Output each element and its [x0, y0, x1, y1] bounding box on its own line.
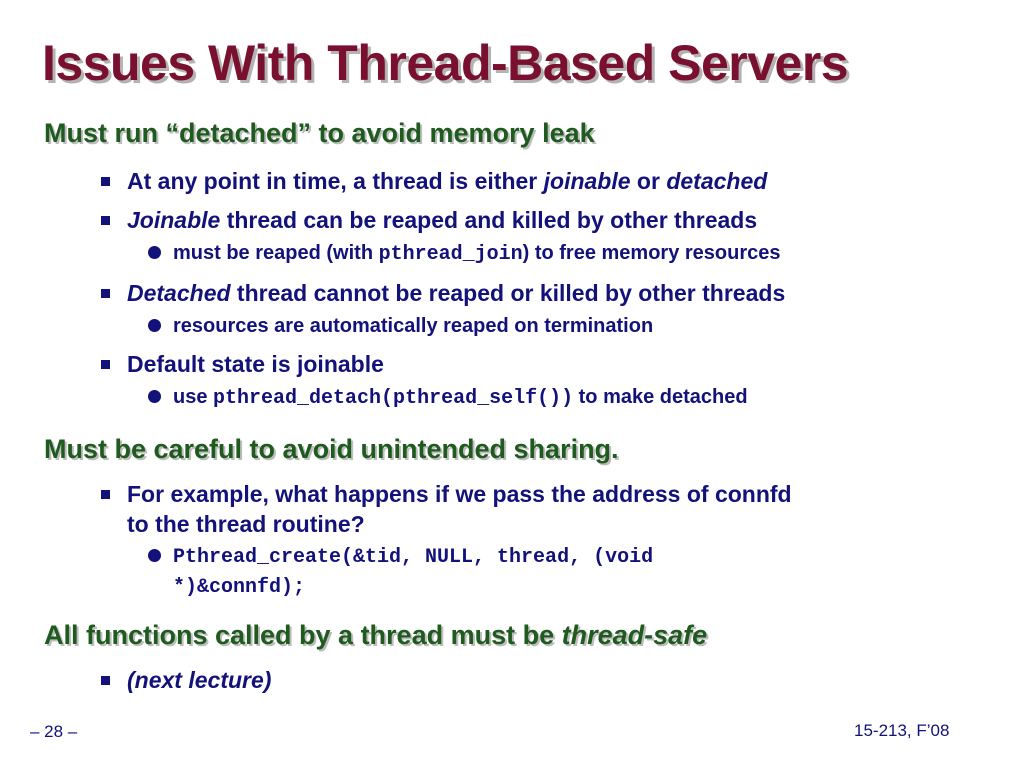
- bullet-text: (next lecture): [127, 667, 272, 693]
- course-label: 15-213, F’08: [854, 721, 950, 740]
- code-pthread-detach: pthread_detach(pthread_self()): [213, 387, 574, 410]
- bullet-text: ) to free memory resources: [522, 242, 781, 264]
- bullet-text: For example, what happens if we pass the address of connfd: [127, 481, 792, 507]
- term-thread-safe: thread-safe: [561, 620, 708, 650]
- bullet-joinable-or-detached: [127, 166, 967, 196]
- square-bullet-icon: [101, 177, 110, 186]
- term-detached: Detached: [127, 280, 231, 306]
- subbullet-pthread-join: [173, 239, 973, 269]
- square-bullet-icon: [101, 676, 110, 685]
- heading-text: All functions called by a thread must be: [44, 620, 562, 650]
- bullet-text: thread can be reaped and killed by other threads: [220, 207, 758, 233]
- bullet-default-state: [127, 349, 967, 379]
- code-pthread-create: *)&connfd);: [173, 576, 306, 599]
- slide-title: Issues With Thread-Based Servers: [42, 35, 849, 91]
- square-bullet-icon: [101, 289, 110, 298]
- subbullet-auto-reaped: [173, 312, 973, 341]
- square-bullet-icon: [101, 216, 110, 225]
- code-pthread-join: pthread_join: [378, 243, 523, 266]
- bullet-text: to the thread routine?: [127, 511, 365, 537]
- round-bullet-icon: [148, 390, 161, 403]
- subbullet-pthread-create: [173, 542, 973, 602]
- term-joinable: Joinable: [127, 207, 221, 233]
- code-pthread-create: Pthread_create(&tid, NULL, thread, (void: [173, 546, 654, 569]
- bullet-detached-thread: [127, 278, 967, 308]
- bullet-text: to make detached: [573, 386, 748, 408]
- bullet-text: At any point in time, a thread is either: [127, 168, 544, 194]
- bullet-joinable-thread: [127, 205, 967, 235]
- bullet-text: or: [630, 168, 667, 194]
- heading-thread-safe: [44, 620, 707, 651]
- round-bullet-icon: [148, 319, 161, 332]
- subbullet-pthread-detach: [173, 383, 973, 413]
- bullet-text: Default state is joinable: [127, 351, 384, 377]
- round-bullet-icon: [148, 246, 161, 259]
- bullet-text: must be reaped (with: [173, 242, 379, 264]
- page-number: – 28 –: [30, 722, 78, 741]
- term-detached: detached: [666, 168, 768, 194]
- bullet-connfd-example: [127, 479, 967, 539]
- heading-detached: Must run “detached” to avoid memory leak: [44, 118, 595, 148]
- bullet-text: use: [173, 386, 214, 408]
- square-bullet-icon: [101, 360, 110, 369]
- round-bullet-icon: [148, 549, 161, 562]
- bullet-next-lecture: [127, 665, 967, 695]
- bullet-text: thread cannot be reaped or killed by other threads: [230, 280, 786, 306]
- square-bullet-icon: [101, 490, 110, 499]
- term-joinable: joinable: [543, 168, 631, 194]
- bullet-text: resources are automatically reaped on termination: [173, 315, 654, 337]
- heading-sharing: Must be careful to avoid unintended sharing.: [44, 434, 619, 464]
